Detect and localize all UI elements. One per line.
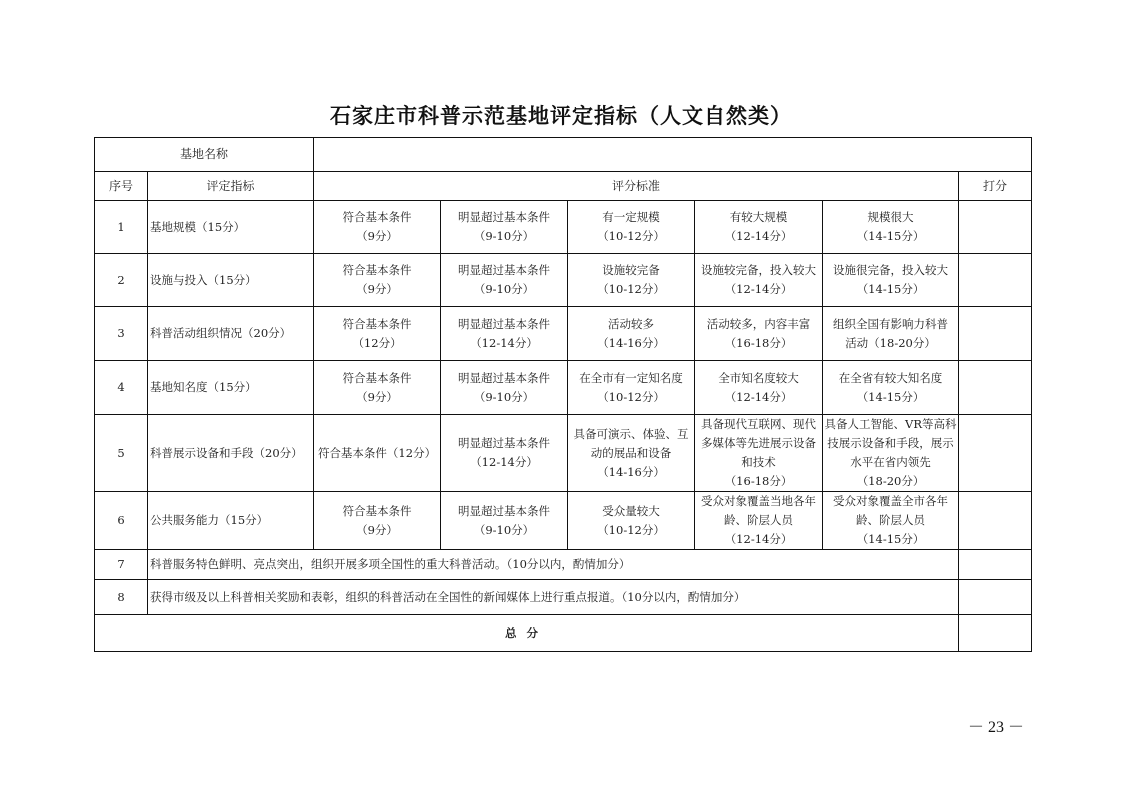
row-index: 4 [95, 361, 148, 415]
base-name-value[interactable] [314, 138, 1032, 172]
criteria-text: 组织全国有影响力科普 [833, 316, 949, 331]
criteria-level-5 [823, 361, 959, 415]
criteria-level-5 [823, 201, 959, 254]
score-cell[interactable] [959, 307, 1032, 361]
row-index: 2 [95, 254, 148, 307]
criteria-level-4 [695, 361, 823, 415]
criteria-points: （12-14分） [724, 389, 793, 404]
criteria-points: （18-20分） [856, 474, 925, 488]
criteria-points: （10-12分） [597, 229, 665, 243]
criteria-points: （16-18分） [724, 335, 793, 350]
criteria-text: 在全省有较大知名度 [838, 370, 943, 385]
criteria-text: 设施较完备，投入较大 [701, 263, 817, 277]
row-index: 8 [95, 580, 148, 615]
criteria-points: （14-15分） [856, 282, 925, 296]
criteria-text: 活动较多 [608, 316, 655, 331]
row-indicator: 基地知名度（15分） [148, 361, 314, 415]
row-indicator: 设施与投入（15分） [148, 254, 314, 307]
criteria-level-5 [823, 415, 959, 492]
criteria-level-1 [314, 415, 441, 492]
base-name-label: 基地名称 [95, 138, 314, 172]
criteria-level-2 [441, 254, 568, 307]
criteria-points: （12分） [352, 335, 402, 350]
criteria-points: （12-14分） [470, 455, 538, 469]
row-indicator: 基地规模（15分） [148, 201, 314, 254]
criteria-text: 明显超过基本条件 [458, 263, 551, 277]
criteria-level-5 [823, 492, 959, 550]
criteria-points: （12-14分） [724, 282, 793, 296]
criteria-points: （9分） [356, 229, 398, 243]
criteria-text: 规模很大 [867, 210, 914, 224]
criteria-level-1 [314, 361, 441, 415]
criteria-text: 具备现代互联网、现代多媒体等先进展示设备和技术 [701, 417, 817, 469]
total-label: 总分 [95, 615, 959, 652]
criteria-text: 活动较多，内容丰富 [706, 316, 811, 331]
criteria-level-1 [314, 492, 441, 550]
criteria-level-2 [441, 201, 568, 254]
criteria-points: （14-15分） [856, 229, 925, 243]
criteria-level-2 [441, 307, 568, 361]
criteria-text: 具备人工智能、VR等高科技展示设备和手段，展示水平在省内领先 [824, 417, 957, 469]
document-title: 石家庄市科普示范基地评定指标（人文自然类） [330, 103, 792, 128]
criteria-level-2 [441, 492, 568, 550]
criteria-level-4 [695, 201, 823, 254]
header-criteria: 评分标准 [314, 172, 959, 201]
criteria-text: 明显超过基本条件 [458, 370, 551, 385]
criteria-level-3 [568, 361, 695, 415]
criteria-points: （12-14分） [724, 532, 793, 546]
criteria-level-1 [314, 307, 441, 361]
criteria-level-4 [695, 415, 823, 492]
bonus-row [95, 550, 1032, 580]
criteria-level-3 [568, 201, 695, 254]
criteria-level-4 [695, 254, 823, 307]
criteria-points: （14-15分） [856, 532, 925, 546]
criteria-level-3 [568, 254, 695, 307]
criteria-text: 符合基本条件 [342, 263, 412, 277]
criteria-points: （10-12分） [597, 282, 665, 296]
header-index: 序号 [95, 172, 148, 201]
criteria-points: 活动（18-20分） [845, 335, 936, 350]
criteria-text: 设施很完备，投入较大 [833, 263, 949, 277]
criteria-level-1 [314, 254, 441, 307]
criteria-text: 受众对象覆盖全市各年龄、阶层人员 [833, 494, 949, 527]
criteria-points: （16-18分） [724, 474, 793, 488]
score-cell[interactable] [959, 492, 1032, 550]
criteria-level-4 [695, 307, 823, 361]
criteria-text: 在全市有一定知名度 [579, 370, 683, 385]
criteria-points: （10-12分） [597, 522, 665, 537]
bonus-row [95, 580, 1032, 615]
criteria-points: （12-14分） [724, 229, 793, 243]
criteria-level-5 [823, 307, 959, 361]
criteria-text: 明显超过基本条件 [458, 436, 551, 450]
header-score: 打分 [959, 172, 1032, 201]
row-index: 5 [95, 415, 148, 492]
criteria-text: 全市知名度较大 [718, 370, 799, 385]
criteria-text: 设施较完备 [602, 263, 660, 277]
criteria-points: （9-10分） [473, 282, 535, 296]
table-row [95, 415, 1032, 492]
row-indicator: 科普活动组织情况（20分） [148, 307, 314, 361]
score-cell[interactable] [959, 580, 1032, 615]
criteria-points: （9-10分） [473, 389, 535, 404]
row-index: 1 [95, 201, 148, 254]
criteria-level-3 [568, 415, 695, 492]
total-score-cell[interactable] [959, 615, 1032, 652]
criteria-level-1 [314, 201, 441, 254]
table-row [95, 254, 1032, 307]
row-indicator: 科普展示设备和手段（20分） [148, 415, 314, 492]
criteria-text: 有较大规模 [729, 210, 788, 224]
criteria-points: （14-16分） [597, 335, 665, 350]
bonus-criteria-text: 科普服务特色鲜明、亮点突出，组织开展多项全国性的重大科普活动。（10分以内，酌情加分） [148, 550, 959, 580]
criteria-points: （14-16分） [597, 464, 665, 479]
criteria-level-3 [568, 492, 695, 550]
table-row [95, 361, 1032, 415]
criteria-points: （9分） [356, 522, 398, 537]
score-cell[interactable] [959, 361, 1032, 415]
criteria-points: （10-12分） [597, 389, 665, 404]
bonus-criteria-text: 获得市级及以上科普相关奖励和表彰，组织的科普活动在全国性的新闻媒体上进行重点报道。（10分以内，酌情加分） [148, 580, 959, 615]
score-cell[interactable] [959, 254, 1032, 307]
row-indicator: 公共服务能力（15分） [148, 492, 314, 550]
criteria-level-5 [823, 254, 959, 307]
criteria-points: （9-10分） [473, 229, 535, 243]
criteria-points: （14-15分） [856, 389, 925, 404]
criteria-text: 明显超过基本条件 [458, 210, 551, 224]
criteria-text: 明显超过基本条件 [458, 316, 551, 331]
criteria-level-2 [441, 361, 568, 415]
criteria-text: 具备可演示、体验、互动的展品和设备 [573, 426, 689, 460]
row-index: 3 [95, 307, 148, 361]
criteria-points: （9分） [356, 389, 398, 404]
evaluation-table [94, 137, 1032, 652]
page-number: － 23 － [968, 719, 1025, 736]
criteria-text: 受众对象覆盖当地各年龄、阶层人员 [701, 494, 817, 527]
criteria-points: （9分） [356, 282, 398, 296]
criteria-level-4 [695, 492, 823, 550]
row-index: 6 [95, 492, 148, 550]
criteria-level-2 [441, 415, 568, 492]
criteria-text: 符合基本条件 [342, 210, 412, 224]
criteria-text: 符合基本条件 [342, 503, 412, 518]
score-cell[interactable] [959, 550, 1032, 580]
criteria-text: 符合基本条件（12分） [317, 445, 437, 460]
criteria-points: （9-10分） [473, 522, 535, 537]
criteria-text: 符合基本条件 [342, 370, 412, 385]
criteria-text: 有一定规模 [602, 210, 660, 224]
criteria-points: （12-14分） [470, 335, 538, 350]
total-row [95, 615, 1032, 652]
header-indicator: 评定指标 [148, 172, 314, 201]
row-index: 7 [95, 550, 148, 580]
table-row [95, 307, 1032, 361]
table-row [95, 492, 1032, 550]
table-row [95, 201, 1032, 254]
criteria-text: 受众量较大 [602, 503, 660, 518]
score-cell[interactable] [959, 201, 1032, 254]
criteria-level-3 [568, 307, 695, 361]
score-cell[interactable] [959, 415, 1032, 492]
criteria-text: 明显超过基本条件 [458, 503, 551, 518]
criteria-text: 符合基本条件 [342, 316, 412, 331]
